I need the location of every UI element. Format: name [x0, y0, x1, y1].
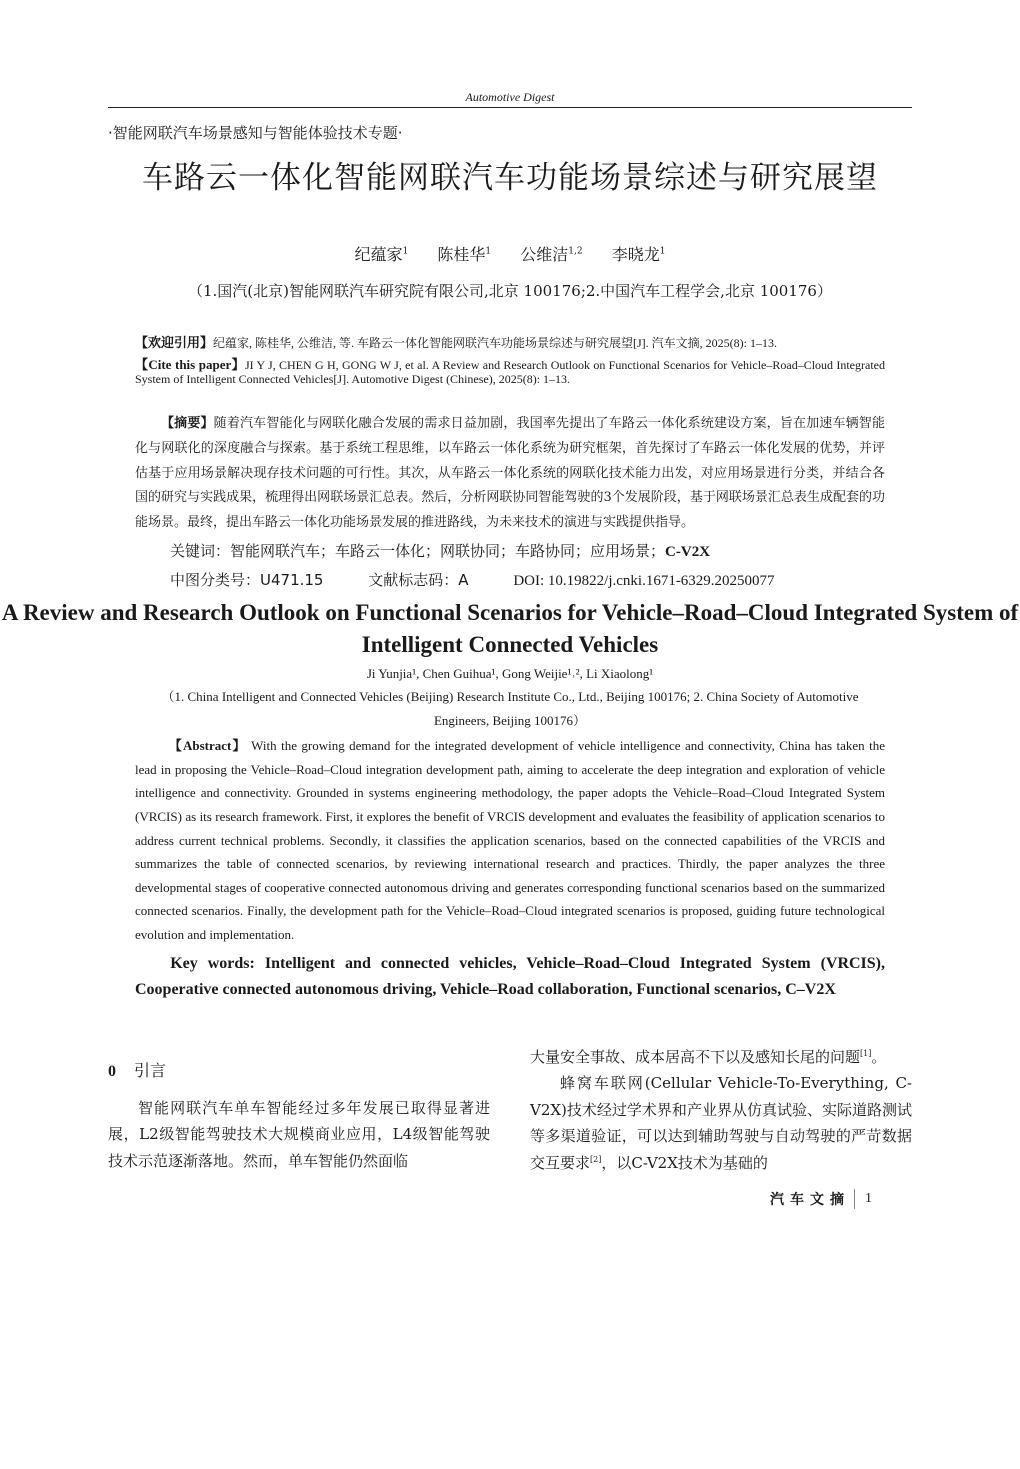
author-list [0, 241, 1020, 266]
citation-en: 【Cite this paper】JI Y J, CHEN G H, GONG W J, et al. A Review and Research Outlook on Functional Scenarios for Vehicle–Road–Cloud Integrated System of Intelligent Connected Vehicles[J]. Automotive Digest (Chinese), 2025(8): 1–13. [135, 357, 885, 387]
author: 纪蕴家$^1$ [354, 245, 409, 265]
keywords-zh: 关键词：智能网联汽车；车路云一体化；网联协同；车路协同；应用场景；C-V2X [170, 542, 711, 561]
affiliation-en: （1. China Intelligent and Connected Vehicles (Beijing) Research Institute Co., Ltd., Beijing 100176; 2. China Society of Automotive Engineers, Beijing 100176） [161, 689, 859, 728]
body-paragraph: 智能网联汽车单车智能经过多年发展已取得显著进展，L2级智能驾驶技术大规模商业应用，L4级智能驾驶技术示范逐渐落地。然而，单车智能仍然面临 [108, 1098, 490, 1170]
page-number: 1 [865, 1191, 872, 1207]
author: 公维洁$^{1,2}$ [520, 245, 583, 265]
classification: 中图分类号：U471.15 文献标志码：A DOI: 10.19822/j.cnki.1671-6329.20250077 [170, 571, 775, 590]
abstract-en: 【Abstract】 With the growing demand for the integrated development of vehicle intelligence and connectivity, China has taken the lead in proposing the Vehicle–Road–Cloud integration development path, aiming to accelerate the deep integration and exploration of vehicle intelligence and connectivity. Grounded in systems engineering methodology, the paper adopts the Vehicle–Road–Cloud Integrated System (VRCIS) as its research framework. First, it explores the benefit of VRCIS development and evaluates the feasibility of application scenarios to address current technical problems. Secondly, it classifies the application scenarios, based on the connected capabilities of the VRCIS and summarizes the table of connected scenarios, by reviewing international research and practices. Thirdly, the paper analyzes the three developmental stages of cooperative connected autonomous driving and generates corresponding functional scenarios based on the summarized connected scenarios. Finally, the development path for the Vehicle–Road–Cloud integrated scenarios is proposed, guiding future technological evolution and implementation. [135, 738, 885, 943]
body-paragraph: 蜂窝车联网(Cellular Vehicle-To-Everything, C-V2X)技术经过学术界和产业界从仿真试验、实际道路测试等多渠道验证，可以达到辅助驾驶与自动驾驶的严苛数据交互要求[2]，以C-V2X技术为基础的 [530, 1074, 912, 1172]
running-header: Automotive Digest [465, 90, 555, 104]
citation-zh: 【欢迎引用】纪蕴家, 陈桂华, 公维洁, 等. 车路云一体化智能网联汽车功能场景综述与研究展望[J]. 汽车文摘, 2025(8): 1–13. [135, 335, 778, 351]
footer-journal: 汽车文摘 [770, 1192, 850, 1209]
paper-title: 车路云一体化智能网联汽车功能场景综述与研究展望 [142, 160, 878, 196]
footer-divider [854, 1189, 855, 1209]
section-tag: ·智能网联汽车场景感知与智能体验技术专题· [108, 124, 403, 142]
affiliation: （1.国汽(北京)智能网联汽车研究院有限公司,北京 100176;2.中国汽车工程学会,北京 100176） [188, 282, 832, 301]
authors-en: Ji Yunjia¹, Chen Guihua¹, Gong Weijie¹˒², Li Xiaolong¹ [366, 666, 654, 682]
author: 李晓龙$^1$ [611, 245, 666, 265]
body-paragraph: 大量安全事故、成本居高不下以及感知长尾的问题[1]。 [530, 1047, 887, 1066]
paper-title-en: A Review and Research Outlook on Functional Scenarios for Vehicle–Road–Cloud Integrated System of Intelligent Connected Vehicles [1, 600, 1019, 658]
author: 陈桂华$^1$ [437, 245, 492, 265]
abstract-zh: 【摘要】随着汽车智能化与网联化融合发展的需求日益加剧，我国率先提出了车路云一体化系统建设方案，旨在加速车辆智能化与网联化的深度融合与探索。基于系统工程思维，以车路云一体化系统为研究框架，首先探讨了车路云一体化发展的优势，并评估基于应用场景解决现存技术问题的可行性。其次，从车路云一体化系统的网联化技术能力出发，对应用场景进行分类，并结合各国的研究与实践成果，梳理得出网联场景汇总表。然后，分析网联协同智能驾驶的3个发展阶段，基于网联场景汇总表生成配套的功能场景。最终，提出车路云一体化功能场景发展的推进路线，为未来技术的演进与实践提供指导。 [135, 416, 885, 530]
page [0, 89, 1020, 1210]
header-rule [108, 107, 912, 108]
keywords-en: Key words: Intelligent and connected vehicles, Vehicle–Road–Cloud Integrated System (VRCIS), Cooperative connected autonomous driving, Vehicle–Road collaboration, Functional scenarios, C–V2X [135, 954, 886, 999]
body-left-column [108, 1044, 490, 1177]
body-right-column [530, 1044, 912, 1177]
page-footer [770, 1188, 912, 1210]
body-columns [108, 1044, 912, 1177]
section-heading: 0 引言 [108, 1060, 167, 1080]
